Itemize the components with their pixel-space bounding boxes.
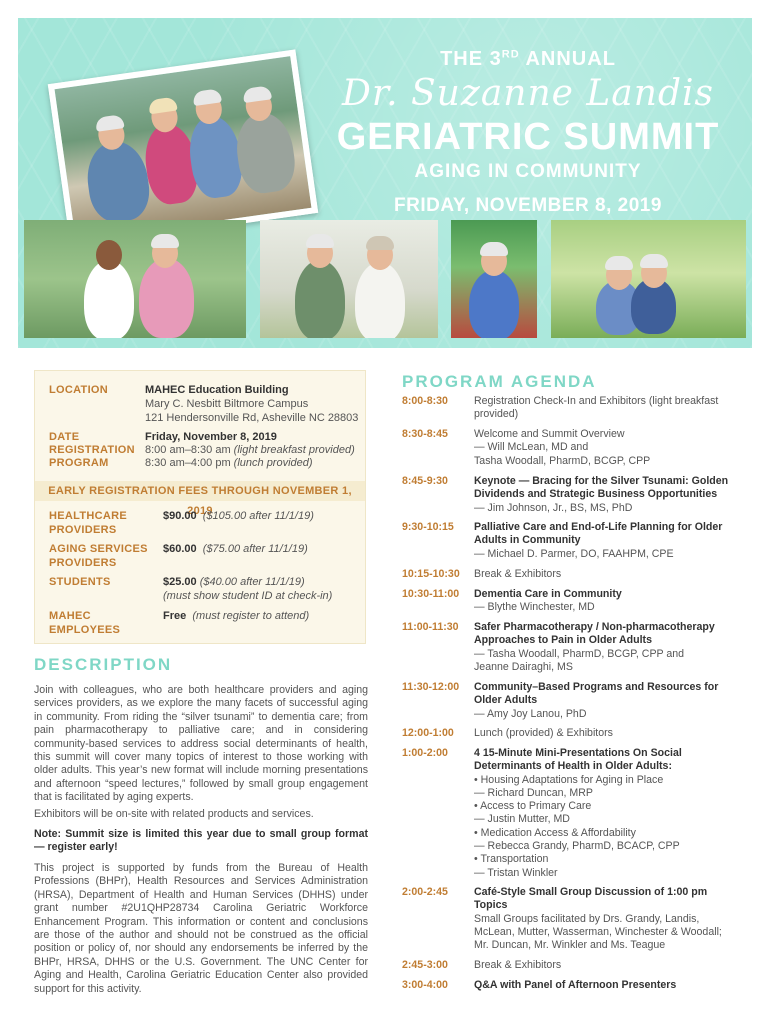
program-label: PROGRAM [49, 457, 109, 469]
photo-seniors-cooking [260, 220, 438, 338]
annual-edition: THE 3RD ANNUAL [440, 48, 616, 70]
summit-title-block [318, 46, 738, 217]
registration-time: 8:00 am–8:30 am [145, 444, 234, 456]
date-value: Friday, November 8, 2019 [145, 431, 277, 443]
registration-note: (light breakfast provided) [233, 444, 355, 456]
agenda-line: • Access to Primary Care [474, 800, 592, 813]
funding-disclaimer: This project is supported by funds from the Bureau of Health Professions (BHPr), Health Resources and Services Administration (HRSA), Department of Health and Human Services (DHHS) under grant number #2U1QHP28734 Carolina Geriatric Workforce Enhancement Program. This information or content and conclusions are those of the author and should not be construed as the official position or policy of, nor should any endorsements be inferred by the BHPr, HRSA, DHHS or the U.S. Government. The UNC Center for Aging and Health, Carolina Geriatric Education Center also provided support for this activity. [34, 862, 368, 995]
fee-label: HEALTHCARE [49, 510, 127, 522]
agenda-line: Registration Check-In and Exhibitors (light breakfast [474, 395, 719, 407]
agenda-line: — Justin Mutter, MD [474, 813, 570, 826]
agenda-title: Keynote — Bracing for the Silver Tsunami: Golden Dividends and Strategic Business Opportunities [474, 475, 729, 501]
agenda-line: Small Groups facilitated by Drs. Grandy, Landis, [474, 912, 700, 925]
fee-note-2: (must show student ID at check-in) [163, 590, 333, 602]
agenda-time: 9:30-10:15 [402, 521, 454, 533]
location-campus: Mary C. Nesbitt Biltmore Campus [145, 398, 309, 410]
agenda-line: • Transportation [474, 853, 549, 866]
agenda-heading: PROGRAM AGENDA [402, 372, 597, 391]
fee-label: MAHEC [49, 610, 91, 622]
fee-note: ($75.00 after 11/1/19) [202, 543, 308, 555]
agenda-time: 11:30-12:00 [402, 681, 460, 693]
early-registration-banner: EARLY REGISTRATION FEES THROUGH NOVEMBER 1, 2019 [35, 481, 365, 501]
fee-price: $90.00 [163, 510, 197, 522]
agenda-time: 10:15-10:30 [402, 568, 460, 580]
fee-price: $25.00 [163, 576, 197, 588]
description-heading: DESCRIPTION [34, 655, 173, 674]
agenda-time: 10:30-11:00 [402, 588, 460, 600]
agenda-line: Break & Exhibitors [474, 959, 562, 971]
fee-note: (must register to attend) [192, 610, 310, 622]
summit-title: GERIATRIC SUMMIT [336, 116, 720, 158]
agenda-time: 8:45-9:30 [402, 475, 448, 487]
agenda-line: — Amy Joy Lanou, PhD [474, 707, 587, 720]
exhibitors-note: Exhibitors will be on-site with related products and services. [34, 808, 314, 820]
agenda-time: 11:00-11:30 [402, 621, 459, 633]
location-label: LOCATION [49, 384, 109, 396]
fee-price: Free [163, 610, 187, 622]
agenda-time: 1:00-2:00 [402, 747, 448, 759]
agenda-line: • Medication Access & Affordability [474, 826, 636, 839]
photo-seniors-picnic [48, 49, 319, 247]
fee-label-2: EMPLOYEES [49, 624, 121, 636]
agenda-title: Safer Pharmacotherapy / Non-pharmacotherapy Approaches to Pain in Older Adults [474, 621, 715, 647]
fee-note: ($40.00 after 11/1/19) [199, 576, 305, 588]
agenda-line: — Rebecca Grandy, PharmD, BCACP, CPP [474, 840, 680, 853]
location-address: 121 Hendersonville Rd, Asheville NC 28803 [145, 412, 359, 424]
honoree-name: Dr. Suzanne Landis [342, 73, 714, 114]
agenda-time: 2:00-2:45 [402, 886, 448, 898]
agenda-title: Palliative Care and End-of-Life Planning for Older Adults in Community [474, 521, 723, 547]
event-info-box [34, 370, 366, 644]
header-banner [18, 18, 752, 348]
agenda-title: 4 15-Minute Mini-Presentations On Social Determinants of Health in Older Adults: [474, 747, 682, 773]
agenda-line: — Jim Johnson, Jr., BS, MS, PhD [474, 501, 633, 514]
agenda-title: Café-Style Small Group Discussion of 1:00 pm Topics [474, 886, 708, 912]
register-early-note: Note: Summit size is limited this year due to small group format — register early! [34, 828, 368, 854]
agenda-line: — Will McLean, MD and [474, 441, 589, 454]
program-note: (lunch provided) [233, 457, 313, 469]
agenda-line: McLean, Mutter, Wasserman, Winchester & Woodall; [474, 925, 722, 938]
fee-label-2: PROVIDERS [49, 524, 117, 536]
location-venue: MAHEC Education Building [145, 384, 289, 396]
agenda-line: Mr. Duncan, Mr. Winkler and Ms. Teague [474, 939, 666, 952]
summit-subtitle: AGING IN COMMUNITY [414, 161, 642, 182]
agenda-time: 8:30-8:45 [402, 428, 448, 440]
summit-date: FRIDAY, NOVEMBER 8, 2019 [394, 195, 662, 216]
fee-price: $60.00 [163, 543, 197, 555]
date-label: DATE [49, 431, 80, 443]
registration-label: REGISTRATION [49, 444, 135, 456]
photo-couple-biking [24, 220, 246, 338]
agenda-line: — Tristan Winkler [474, 866, 558, 879]
fee-label: AGING SERVICES [49, 543, 148, 555]
agenda-line: Welcome and Summit Overview [474, 428, 625, 440]
photo-senior-tennis [451, 220, 537, 338]
agenda-time: 8:00-8:30 [402, 395, 448, 407]
agenda-line: — Tasha Woodall, PharmD, BCGP, CPP and [474, 647, 685, 660]
agenda-time: 12:00-1:00 [402, 727, 454, 739]
agenda-line: Tasha Woodall, PharmD, BCGP, CPP [474, 454, 651, 467]
agenda-line: • Housing Adaptations for Aging in Place [474, 773, 664, 786]
agenda-time: 2:45-3:00 [402, 959, 448, 971]
agenda-line: — Michael D. Parmer, DO, FAAHPM, CPE [474, 547, 674, 560]
agenda-line: — Blythe Winchester, MD [474, 601, 595, 614]
description-paragraph: Join with colleagues, who are both healthcare providers and aging services providers, as we explore the many facets of successful aging in community. From riding the “silver tsunami” to dementia care; from pain pharmacotherapy to palliative care; and in considering community-based services to address social determinants of health, this summit will cover many topics of interest to those working with older adults. This year’s new format will include morning presentations and afternoon “speed lectures,” followed by small group engagement that is facilitated by aging experts. [34, 684, 368, 804]
agenda-title: Dementia Care in Community [474, 588, 622, 600]
agenda-time: 3:00-4:00 [402, 979, 448, 991]
agenda-line: provided) [474, 408, 519, 421]
fee-note: ($105.00 after 11/1/19) [202, 510, 314, 522]
fee-label: STUDENTS [49, 576, 111, 588]
program-time: 8:30 am–4:00 pm [145, 457, 234, 469]
fee-label-2: PROVIDERS [49, 557, 117, 569]
agenda-title: Community–Based Programs and Resources for Older Adults [474, 681, 719, 707]
agenda-line: Break & Exhibitors [474, 568, 562, 580]
agenda-title: Q&A with Panel of Afternoon Presenters [474, 979, 677, 991]
photo-couple-under-tree [551, 220, 746, 338]
agenda-line: Jeanne Dairaghi, MS [474, 660, 573, 673]
agenda-line: Lunch (provided) & Exhibitors [474, 727, 613, 739]
agenda-line: — Richard Duncan, MRP [474, 786, 593, 799]
